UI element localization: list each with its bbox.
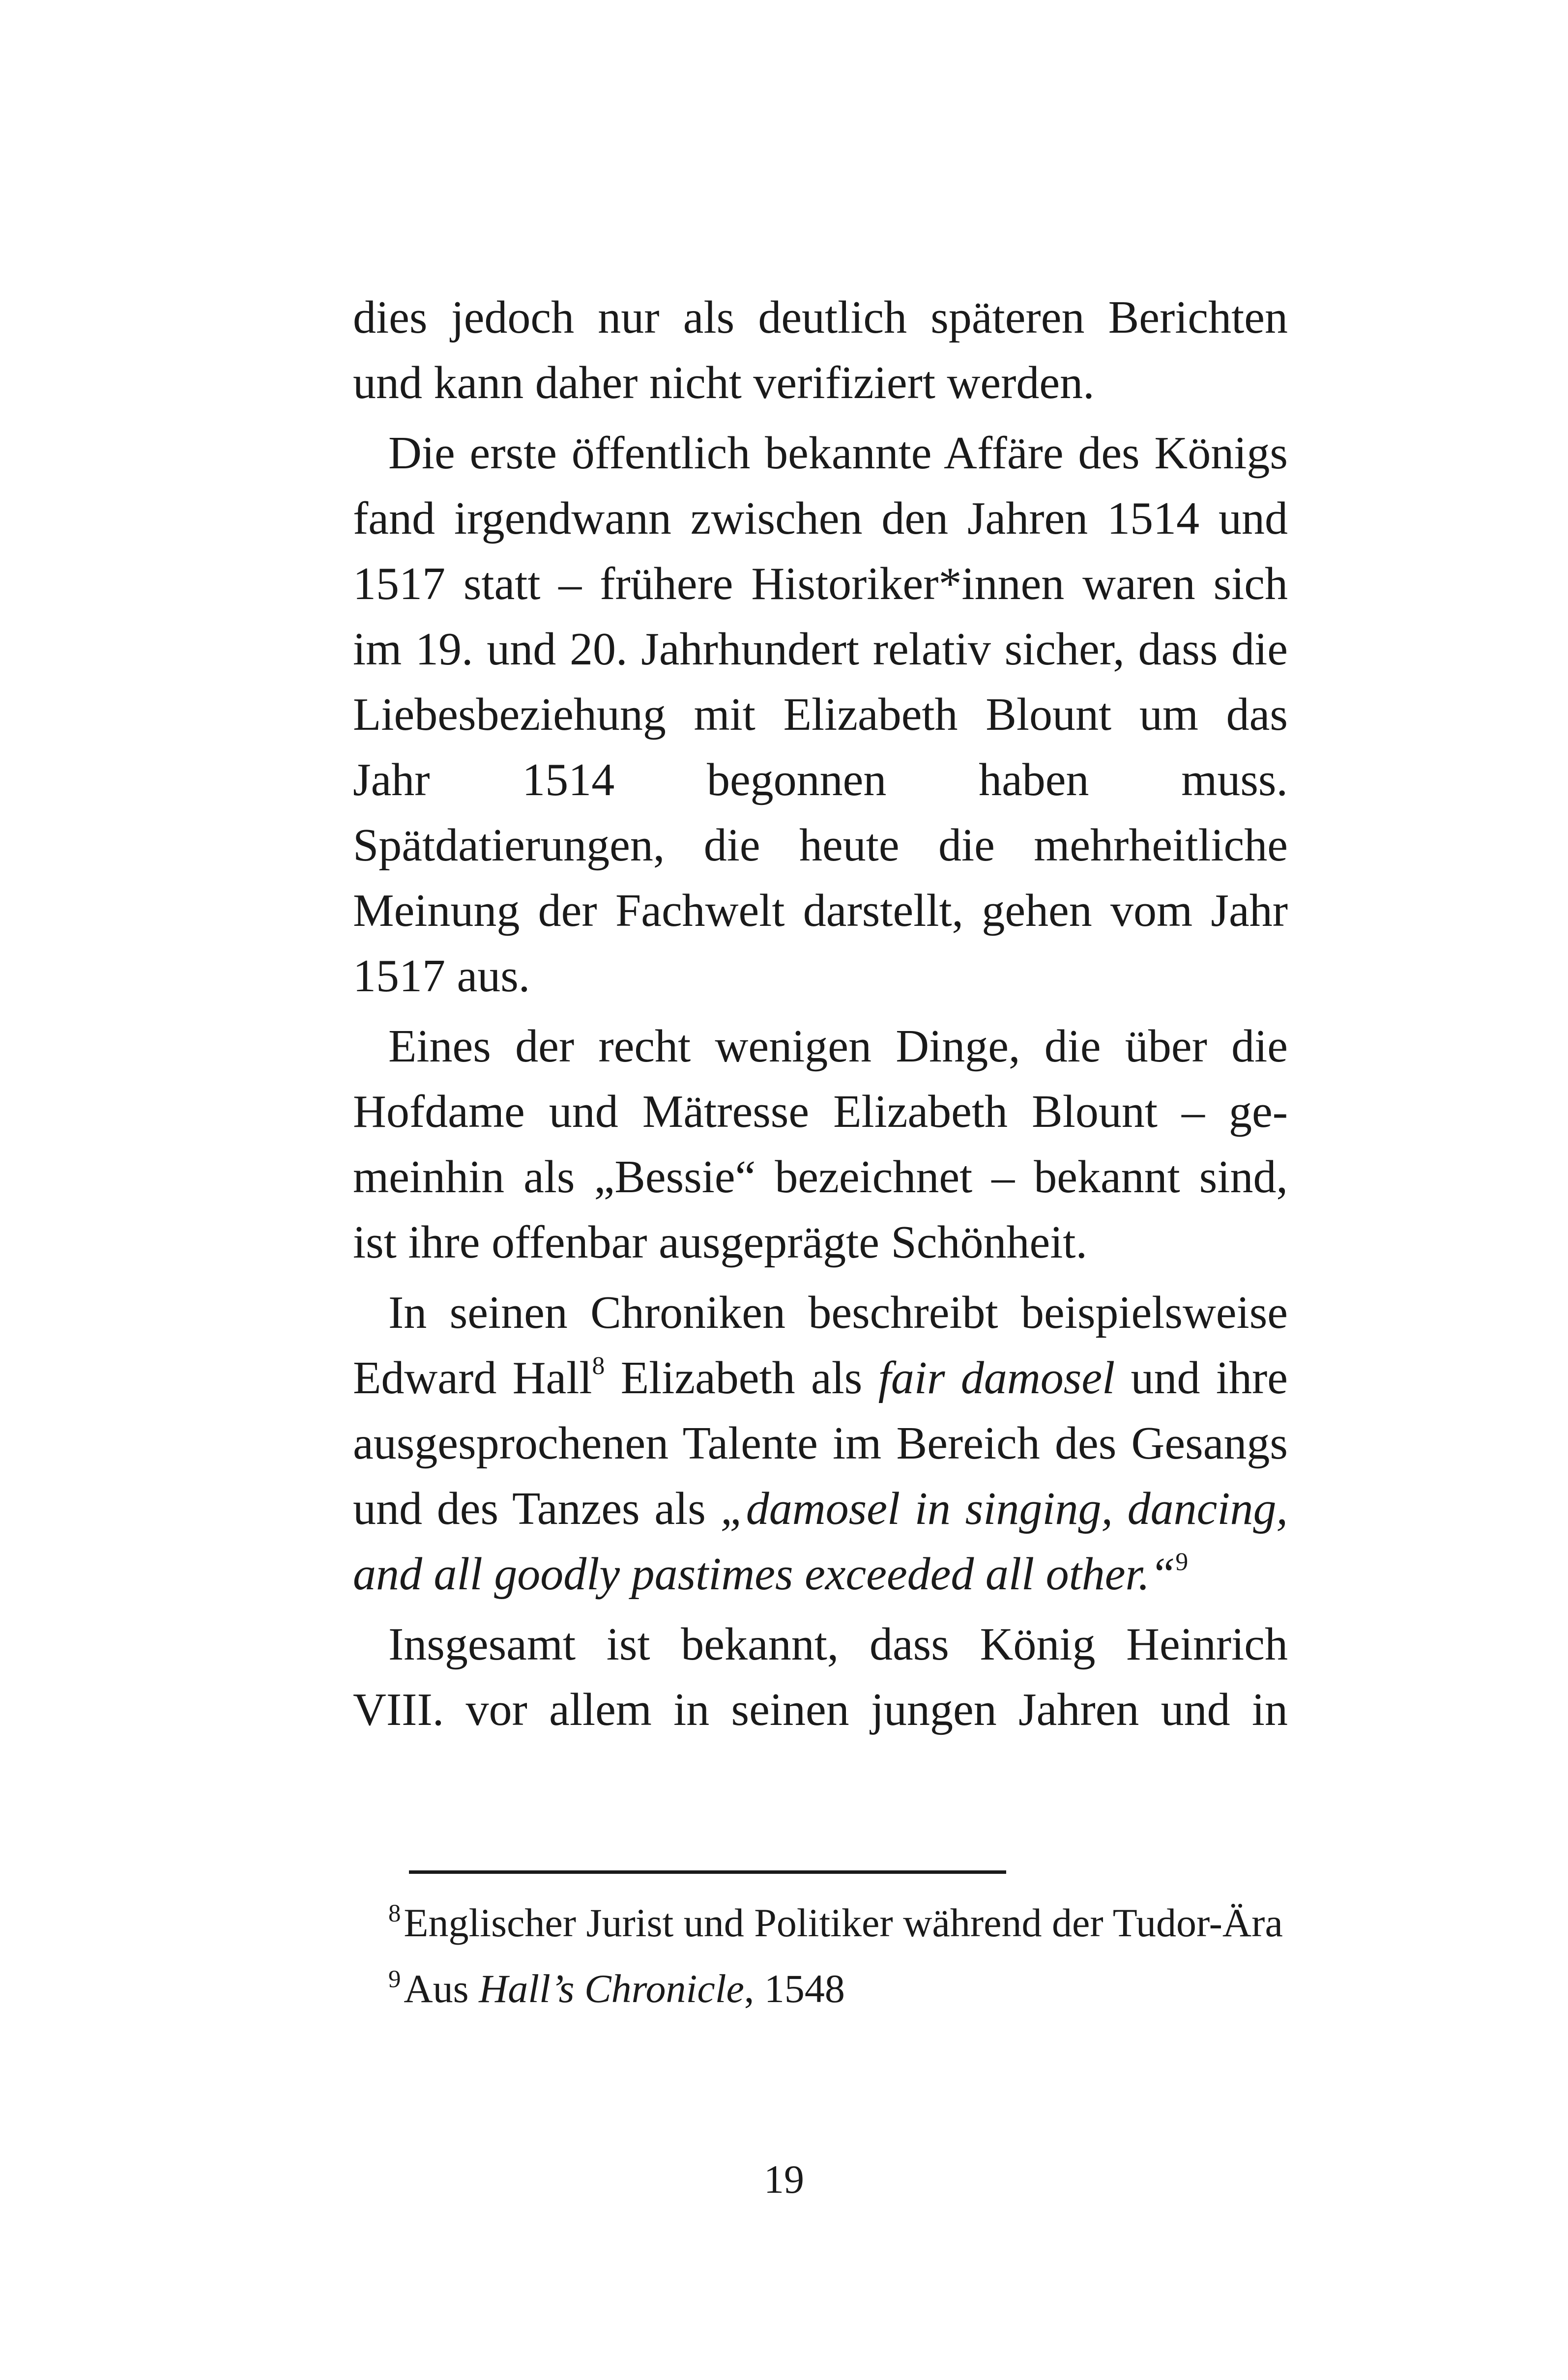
footnotes [353, 1896, 1288, 2028]
footnote-ref-9[interactable]: 9 [1175, 1548, 1189, 1577]
footnote-number: 8 [388, 1899, 401, 1927]
paragraph-4-text-2: Elizabeth als [605, 1352, 878, 1404]
footnote-separator [409, 1870, 1006, 1874]
paragraph-4-text-3: und ihre ausgesprochenen Talente im Bereich des Gesangs und des Tanzes als [353, 1352, 1288, 1534]
paragraph-5: Insgesamt ist bekannt, dass König Heinrich VIII. vor allem in seinen jungen Jahren und in [353, 1619, 1288, 1735]
paragraph-4 [353, 1280, 1288, 1607]
italic-fair-damosel: fair damosel [878, 1352, 1115, 1404]
footnote-9 [353, 1962, 1288, 2016]
italic-quote: „damosel in singing, dancing, and all goodly pastimes exceeded all other.“ [353, 1483, 1288, 1600]
paragraph-3: Eines der recht wenigen Dinge, die über die Hofdame und Mätresse Elizabeth Blount – gemeinhin als „Bessie“ bezeichnet – bekannt sind, ist ihre offenbar ausgeprägte Schönheit. [353, 1021, 1288, 1268]
paragraph-2: Die erste öffentlich bekannte Affäre des Königs fand irgendwann zwischen den Jahren 1514 und 1517 statt – frühere Historiker*innen waren sich im 19. und 20. Jahrhundert relativ sicher, dass die Liebesbeziehung mit Elizabeth Blount um das Jahr 1514 begonnen haben muss. Spätdatierungen, die heute die mehrheitliche Meinung der Fachwelt darstellt, gehen vom Jahr 1517 aus. [353, 428, 1288, 1002]
paragraph-1: dies jedoch nur als deutlich späteren Berichten und kann daher nicht verifiziert werden. [353, 292, 1288, 408]
footnote-ref-8[interactable]: 8 [592, 1352, 605, 1380]
footnote-text-suffix: , 1548 [744, 1966, 845, 2011]
main-text [353, 285, 1288, 1748]
paragraph-4-text-1: In seinen Chroniken beschreibt beispielsweise Edward Hall [353, 1287, 1288, 1404]
footnote-text-prefix: Aus [404, 1966, 479, 2011]
page-number: 19 [764, 2157, 804, 2202]
footnote-text: Englischer Jurist und Politiker während der Tudor-Ära [404, 1900, 1283, 1945]
footnote-8 [353, 1896, 1288, 1950]
footnote-italic-title: Hall’s Chronicle [479, 1966, 744, 2011]
footnote-number: 9 [388, 1965, 401, 1993]
